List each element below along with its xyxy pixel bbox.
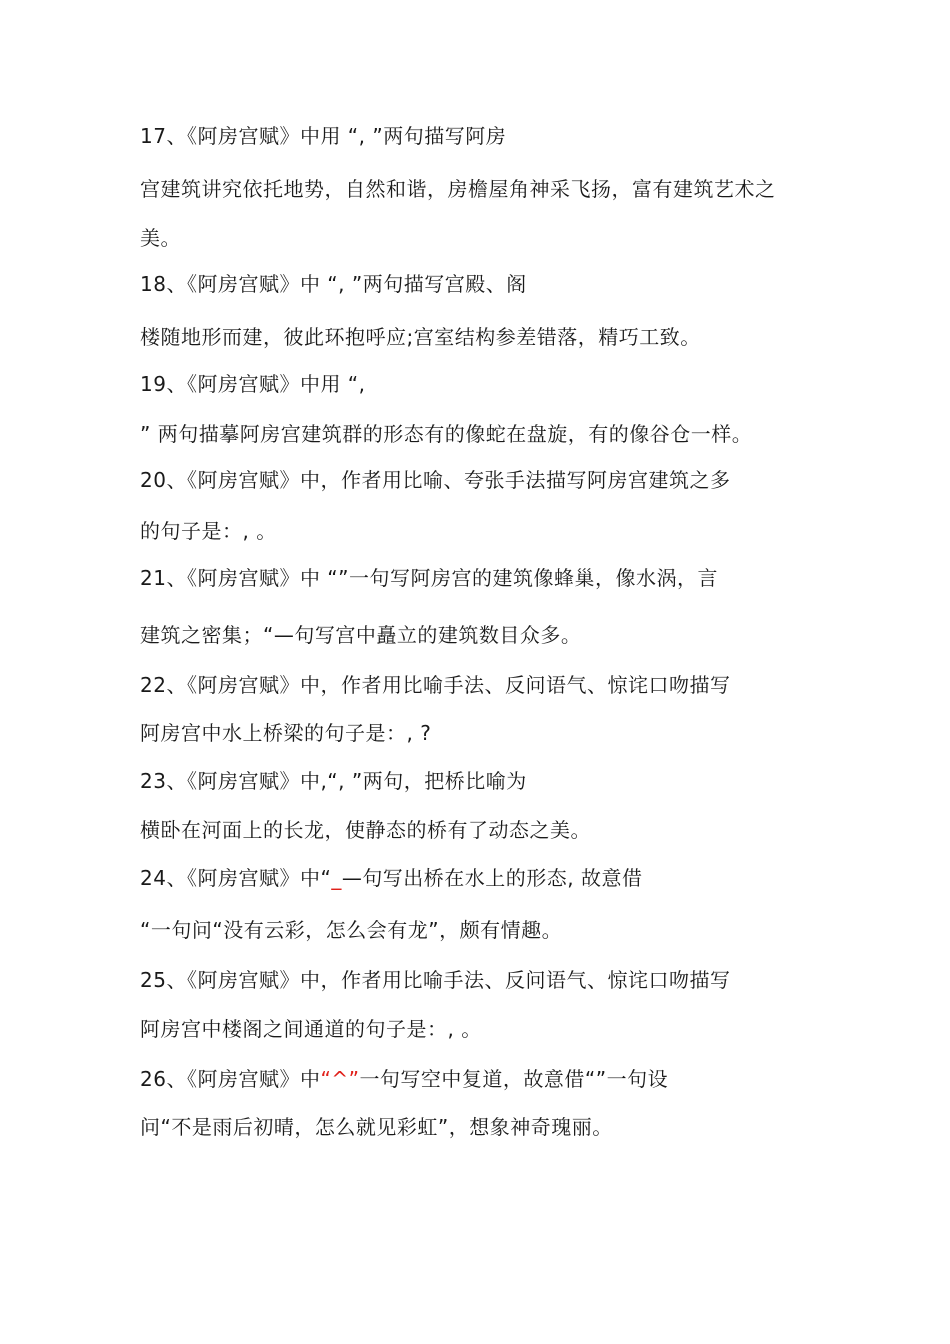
text-line-26-a-prefix: 26、《阿房宫赋》中 xyxy=(140,1067,321,1091)
text-line-25-a: 25、《阿房宫赋》中，作者用比喻手法、反问语气、惊诧口吻描写 xyxy=(140,968,731,992)
text-line-18-a: 18、《阿房宫赋》中 “, ”两句描写宫殿、阁 xyxy=(140,272,527,296)
highlight-mark: “^” xyxy=(320,1067,360,1091)
text-line-24-b: “一句问“没有云彩，怎么会有龙”，颇有情趣。 xyxy=(140,918,563,942)
text-line-17-b: 宫建筑讲究依托地势，自然和谐，房檐屋角神采飞扬，富有建筑艺术之 xyxy=(140,177,776,201)
highlight-mark: _ xyxy=(331,866,342,890)
text-line-20-b: 的句子是：, 。 xyxy=(140,519,277,543)
text-line-26-b: 问“不是雨后初晴，怎么就见彩虹”，想象神奇瑰丽。 xyxy=(140,1115,613,1139)
text-line-18-b: 楼随地形而建，彼此环抱呼应;宫室结构参差错落，精巧工致。 xyxy=(140,325,701,349)
text-line-17-c: 美。 xyxy=(140,226,181,250)
text-line-26-a xyxy=(140,1066,668,1092)
text-line-25-b: 阿房宫中楼阁之间通道的句子是：, 。 xyxy=(140,1017,482,1041)
text-line-24-a xyxy=(140,865,643,891)
text-line-21-b: 建筑之密集；“—句写宫中矗立的建筑数目众多。 xyxy=(140,623,582,647)
text-line-26-a-suffix: 一句写空中复道，故意借“”一句设 xyxy=(359,1067,669,1091)
text-line-24-a-suffix: —句写出桥在水上的形态, 故意借 xyxy=(341,866,643,890)
text-line-17-a: 17、《阿房宫赋》中用 “, ”两句描写阿房 xyxy=(140,124,507,148)
text-line-20-a: 20、《阿房宫赋》中，作者用比喻、夸张手法描写阿房宫建筑之多 xyxy=(140,468,731,492)
text-line-23-b: 横卧在河面上的长龙，使静态的桥有了动态之美。 xyxy=(140,818,591,842)
text-line-21-a: 21、《阿房宫赋》中 “”一句写阿房宫的建筑像蜂巢，像水涡，言 xyxy=(140,566,719,590)
text-line-24-a-prefix: 24、《阿房宫赋》中“ xyxy=(140,866,332,890)
text-line-22-a: 22、《阿房宫赋》中，作者用比喻手法、反问语气、惊诧口吻描写 xyxy=(140,673,731,697)
text-line-22-b: 阿房宫中水上桥梁的句子是：, ? xyxy=(140,721,432,745)
text-line-19-a: 19、《阿房宫赋》中用 “, xyxy=(140,372,366,396)
text-line-23-a: 23、《阿房宫赋》中,“, ”两句，把桥比喻为 xyxy=(140,769,527,793)
text-line-19-b: ” 两句描摹阿房宫建筑群的形态有的像蛇在盘旋，有的像谷仓一样。 xyxy=(140,422,753,446)
